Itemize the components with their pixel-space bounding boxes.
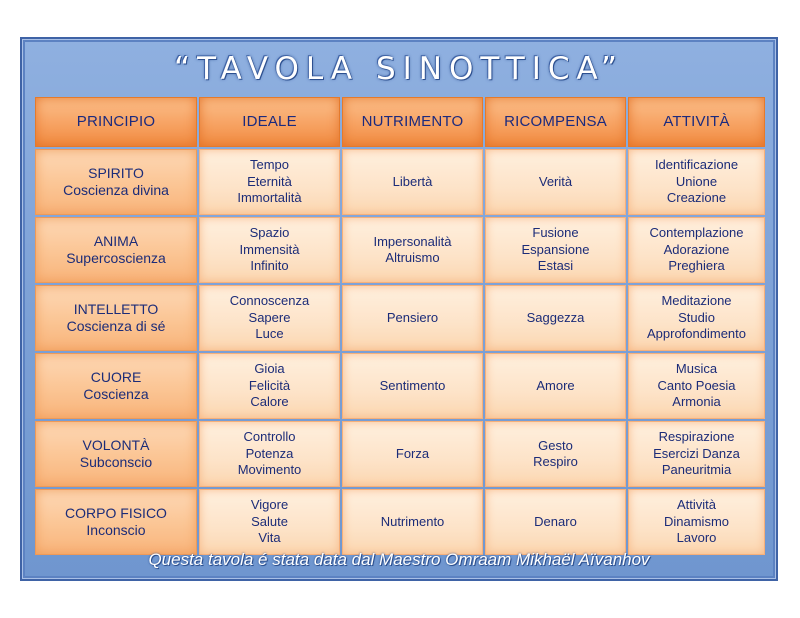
cell-line: Connoscenza — [229, 293, 310, 309]
table-cell-principio — [35, 217, 197, 283]
cell-line: Vita — [258, 530, 281, 546]
cell-line: Approfondimento — [646, 326, 746, 342]
cell-line: Eternità — [247, 173, 292, 189]
table-cell-nutrimento — [342, 217, 483, 283]
table-cell-nutrimento — [342, 489, 483, 555]
footer-credit: Questa tavola é stata data dal Maestro Omraam Mikhaël Aïvanhov — [148, 550, 650, 569]
cell-line: Salute — [251, 513, 288, 529]
table-cell-attivita — [628, 353, 765, 419]
board-title: “TAVOLA SINOTTICA” — [174, 51, 624, 87]
table-cell-nutrimento — [342, 285, 483, 351]
cell-line: Adorazione — [663, 241, 730, 257]
synoptic-table — [35, 97, 763, 546]
table-cell-ricompensa — [485, 421, 626, 487]
cell-line: Studio — [678, 309, 715, 325]
table-cell-ideale — [199, 149, 340, 215]
table-cell-ideale — [199, 421, 340, 487]
cell-line: Altruismo — [385, 250, 440, 265]
cell-line: Coscienza — [83, 386, 149, 402]
cell-line: Calore — [250, 394, 289, 410]
cell-line: Forza — [395, 445, 430, 461]
cell-line: CUORE — [90, 369, 142, 385]
table-cell-ricompensa — [485, 285, 626, 351]
cell-line: VOLONTÀ — [82, 437, 150, 453]
column-header-nutrimento: NUTRIMENTO — [342, 97, 483, 147]
cell-line: Paneuritmia — [661, 462, 732, 478]
synoptic-board — [20, 37, 778, 581]
cell-line: Infinito — [250, 258, 289, 274]
cell-line: Identificazione — [654, 157, 739, 173]
table-cell-principio — [35, 149, 197, 215]
cell-line: Immortalità — [237, 190, 302, 206]
table-cell-ricompensa — [485, 489, 626, 555]
cell-line: Inconscio — [86, 522, 146, 538]
cell-line: Gesto — [538, 437, 573, 453]
table-cell-ricompensa — [485, 149, 626, 215]
table-cell-attivita — [628, 421, 765, 487]
column-header-principio: PRINCIPIO — [35, 97, 197, 147]
cell-line: Coscienza di sé — [66, 318, 166, 334]
cell-line: Spazio — [249, 225, 290, 241]
cell-line: Controllo — [243, 429, 296, 445]
table-cell-ideale — [199, 285, 340, 351]
cell-line: ANIMA — [93, 233, 139, 249]
cell-line: Armonia — [672, 394, 721, 410]
table-cell-nutrimento — [342, 149, 483, 215]
cell-line: Meditazione — [661, 293, 732, 309]
cell-line: Felicità — [248, 377, 291, 393]
cell-line: Estasi — [537, 258, 574, 274]
cell-line: Libertà — [392, 173, 433, 189]
cell-line: Saggezza — [526, 309, 585, 325]
column-header-ideale: IDEALE — [199, 97, 340, 147]
cell-line: Impersonalità — [373, 233, 452, 249]
cell-line: Attività — [676, 497, 716, 513]
cell-line: Preghiera — [668, 258, 725, 274]
cell-line: Supercoscienza — [66, 250, 166, 266]
cell-line: Espansione — [521, 241, 590, 257]
cell-line: Verità — [538, 173, 573, 189]
table-cell-attivita — [628, 217, 765, 283]
cell-line: Tempo — [249, 157, 290, 173]
table-cell-ideale — [199, 353, 340, 419]
cell-line: SPIRITO — [88, 165, 144, 181]
cell-line: Immensità — [239, 241, 300, 257]
cell-line: Contemplazione — [649, 225, 744, 241]
table-cell-nutrimento — [342, 353, 483, 419]
table-cell-ricompensa — [485, 217, 626, 283]
cell-line: Denaro — [534, 513, 577, 529]
cell-line: Movimento — [237, 462, 302, 478]
cell-line: Amore — [536, 377, 575, 393]
table-cell-principio — [35, 285, 197, 351]
cell-line: Canto Poesia — [657, 377, 736, 393]
column-header-ricompensa: RICOMPENSA — [485, 97, 626, 147]
table-cell-attivita — [628, 285, 765, 351]
table-cell-attivita — [628, 149, 765, 215]
cell-line: Nutrimento — [380, 513, 445, 529]
cell-line: Luce — [255, 326, 284, 342]
cell-line: Potenza — [245, 445, 294, 461]
table-cell-principio — [35, 489, 197, 555]
table-cell-nutrimento — [342, 421, 483, 487]
cell-line: Creazione — [666, 190, 727, 206]
cell-line: Lavoro — [676, 530, 717, 546]
cell-line: Vigore — [250, 497, 289, 513]
cell-line: Fusione — [532, 225, 579, 241]
table-cell-attivita — [628, 489, 765, 555]
cell-line: Sentimento — [379, 377, 446, 393]
table-cell-principio — [35, 421, 197, 487]
column-header-attivita: ATTIVITÀ — [628, 97, 765, 147]
cell-line: Gioia — [254, 361, 285, 377]
cell-line: Esercizi Danza — [653, 445, 740, 461]
cell-line: Pensiero — [386, 309, 439, 325]
table-cell-ideale — [199, 489, 340, 555]
cell-line: Musica — [675, 361, 718, 377]
cell-line: INTELLETTO — [73, 301, 159, 317]
table-cell-principio — [35, 353, 197, 419]
cell-line: Respirazione — [658, 429, 735, 445]
cell-line: Subconscio — [79, 454, 153, 470]
table-cell-ricompensa — [485, 353, 626, 419]
cell-line: Dinamismo — [663, 513, 729, 529]
cell-line: CORPO FISICO — [65, 505, 167, 521]
table-cell-ideale — [199, 217, 340, 283]
cell-line: Sapere — [248, 309, 291, 325]
cell-line: Coscienza divina — [63, 182, 169, 198]
cell-line: Unione — [675, 173, 718, 189]
cell-line: Respiro — [533, 454, 578, 469]
